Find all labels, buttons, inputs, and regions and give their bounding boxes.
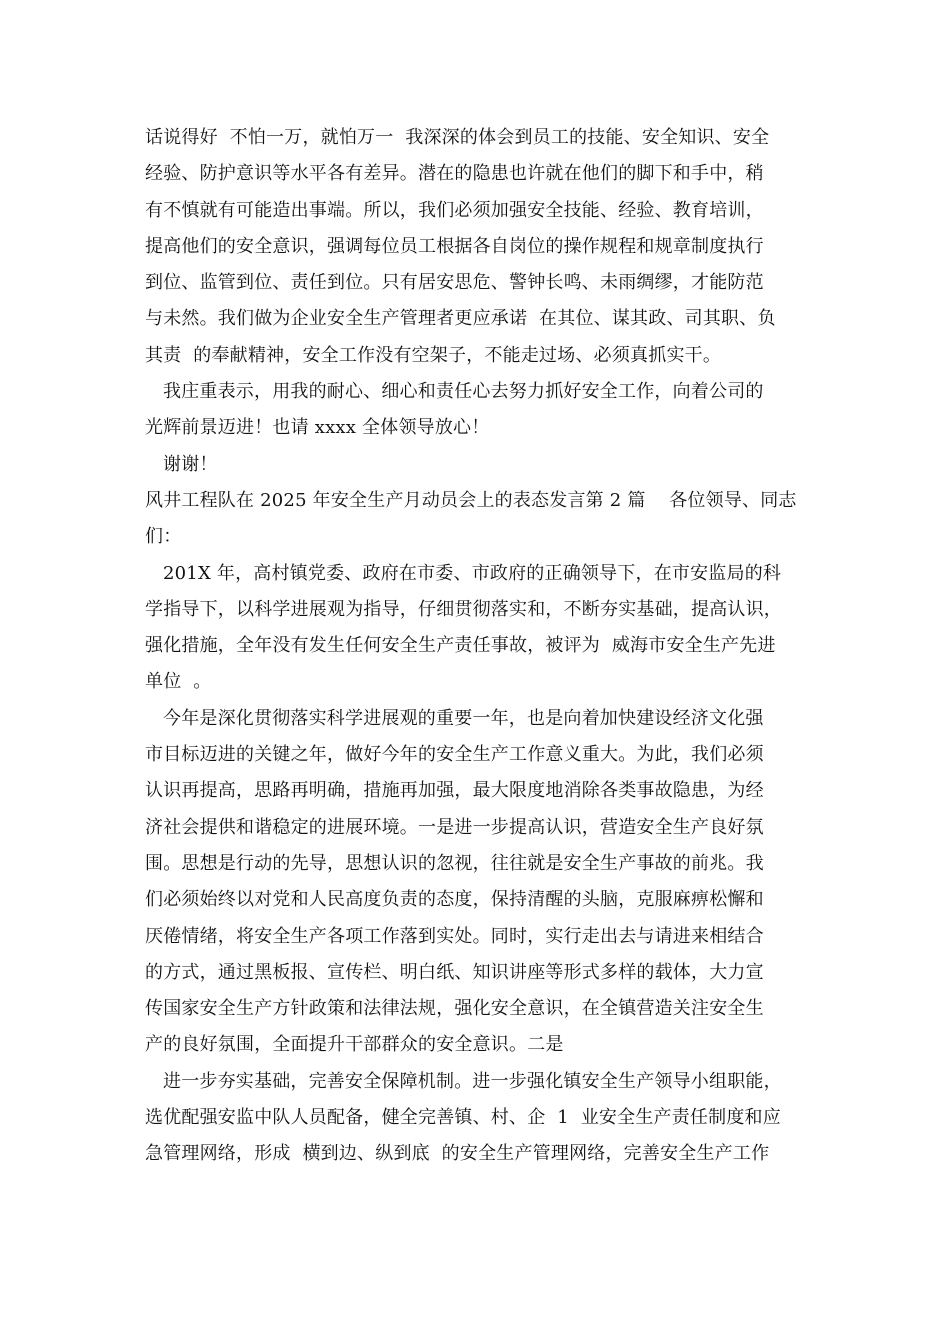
paragraph-this-year [145,701,815,1064]
text-line: 风井工程队在 2025 年安全生产月动员会上的表态发言第 2 篇 各位领导、同志 [145,489,797,511]
text-line: 市目标迈进的关键之年，做好今年的安全生产工作意义重大。为此，我们必须 [145,744,764,766]
text-line: 急管理网络，形成 横到边、纵到底 的安全生产管理网络，完善安全生产工作 [145,1143,770,1165]
text-line: 到位、监管到位、责任到位。只有居安思危、警钟长鸣、未雨绸缪，才能防范 [145,272,764,294]
paragraph-mechanism [145,1064,815,1173]
text-line: 们必须始终以对党和人民高度负责的态度，保持清醒的头脑，克服麻痹松懈和 [145,889,764,911]
text-line: 产的良好氛围，全面提升干部群众的安全意识。二是 [145,1034,564,1056]
text-line: 话说得好 不怕一万，就怕万一 我深深的体会到员工的技能、安全知识、安全 [145,127,770,148]
text-line: 选优配强安监中队人员配备，健全完善镇、村、企 1 业安全生产责任制度和应 [145,1107,781,1129]
paragraph-safety-awareness [145,120,815,374]
paragraph-town-achievement [145,556,815,701]
text-line: 谢谢！ [163,453,218,475]
text-line: 光辉前景迈进！也请 xxxx 全体领导放心！ [145,417,490,439]
text-line: 们： [145,526,182,548]
text-line: 围。思想是行动的先导，思想认识的忽视，往往就是安全生产事故的前兆。我 [145,852,764,874]
text-line: 进一步夯实基础，完善安全保障机制。进一步强化镇安全生产领导小组职能， [163,1070,782,1092]
text-line: 济社会提供和谐稳定的进展环境。一是进一步提高认识，营造安全生产良好氛 [145,816,764,838]
paragraph-thanks [145,447,815,483]
text-line: 单位 。 [145,671,212,693]
text-line: 201X 年，高村镇党委、政府在市委、市政府的正确领导下，在市安监局的科 [163,562,782,584]
text-line: 厌倦情绪，将安全生产各项工作落到实处。同时，实行走出去与请进来相结合 [145,925,764,947]
text-line: 学指导下，以科学进展观为指导，仔细贯彻落实和，不断夯实基础，提高认识， [145,598,782,620]
text-line: 今年是深化贯彻落实科学进展观的重要一年，也是向着加快建设经济文化强 [163,707,764,729]
text-line: 提高他们的安全意识，强调每位员工根据各自岗位的操作规程和规章制度执行 [145,235,764,257]
text-line: 与未然。我们做为企业安全生产管理者更应承诺 在其位、谋其政、司其职、负 [145,308,776,330]
text-line: 有不慎就有可能造出事端。所以，我们必须加强安全技能、经验、教育培训， [145,199,764,221]
text-line: 其责 的奉献精神，安全工作没有空架子，不能走过场、必须真抓实干。 [145,344,722,366]
text-line: 我庄重表示，用我的耐心、细心和责任心去努力抓好安全工作，向着公司的 [163,381,764,403]
text-line: 强化措施，全年没有发生任何安全生产责任事故，被评为 威海市安全生产先进 [145,635,776,657]
text-line: 经验、防护意识等水平各有差异。潜在的隐患也许就在他们的脚下和手中，稍 [145,163,764,185]
document-body [145,120,815,1173]
paragraph-pledge [145,374,815,447]
text-line: 传国家安全生产方针政策和法律法规，强化安全意识，在全镇营造关注安全生 [145,998,764,1020]
text-line: 认识再提高，思路再明确，措施再加强，最大限度地消除各类事故隐患，为经 [145,780,764,802]
paragraph-heading-article-2 [145,483,815,556]
text-line: 的方式，通过黑板报、宣传栏、明白纸、知识讲座等形式多样的载体，大力宣 [145,961,764,983]
